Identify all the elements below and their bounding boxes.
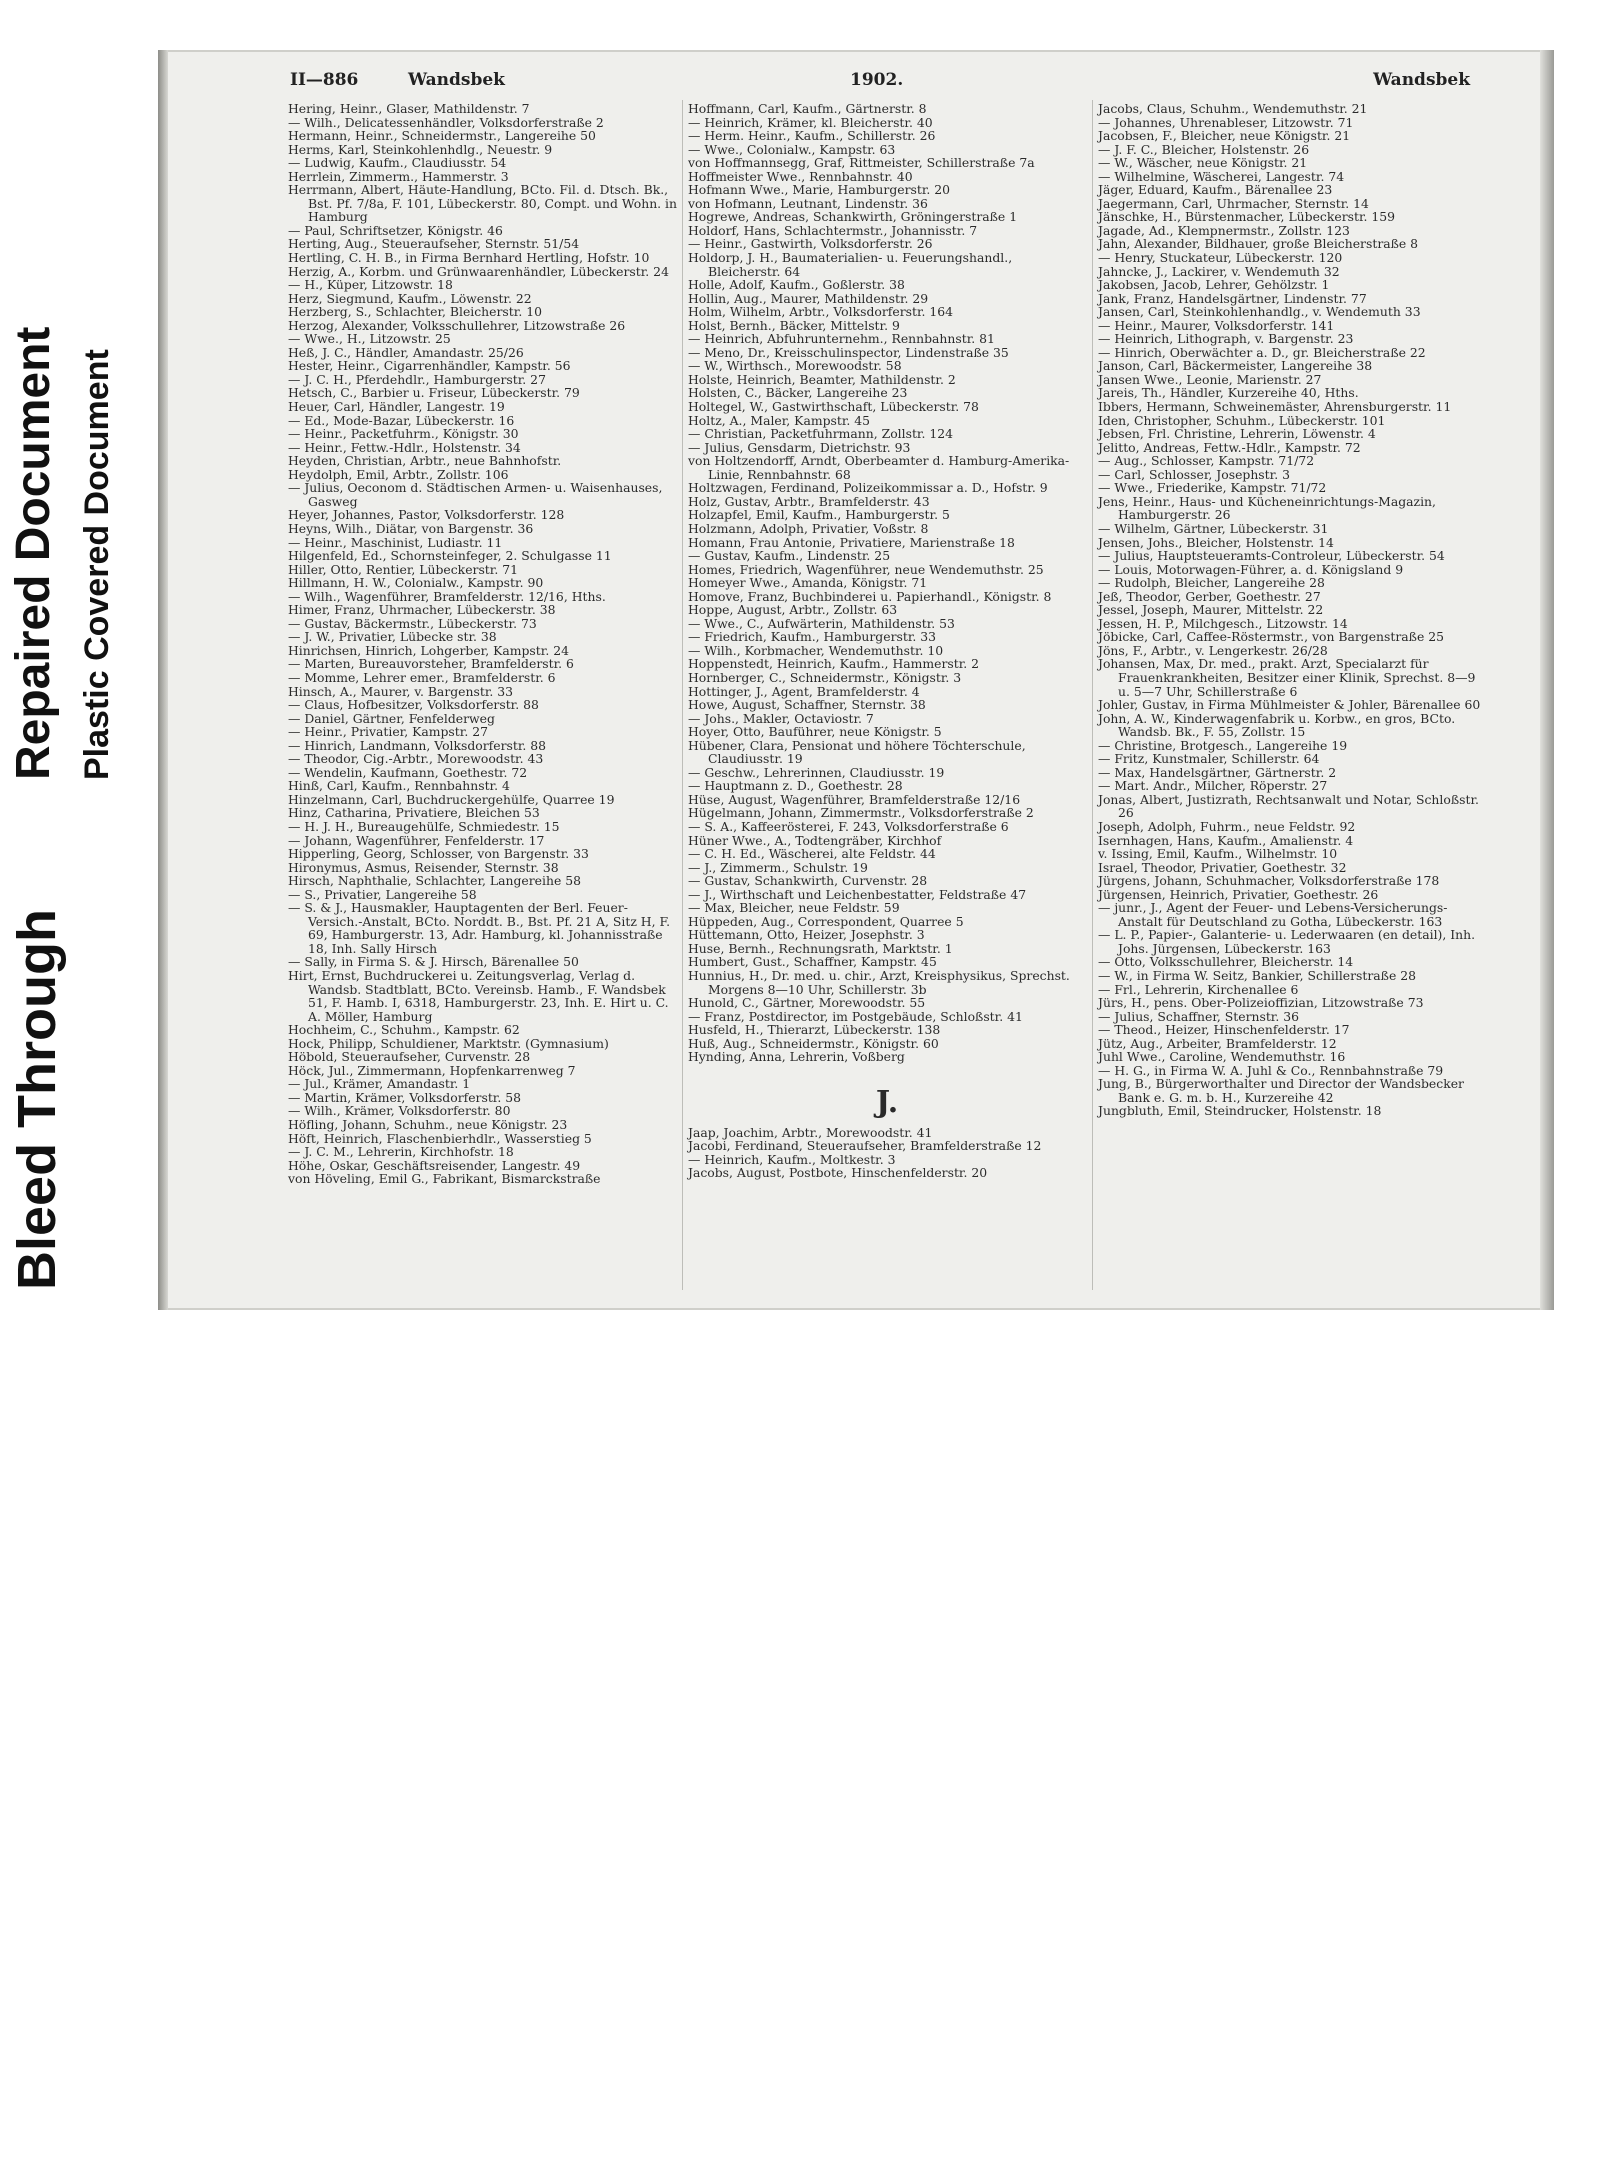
- directory-entry: Hilgenfeld, Ed., Schornsteinfeger, 2. Schulgasse 11: [288, 548, 612, 564]
- directory-entry: — Wilh., Krämer, Volksdorferstr. 80: [288, 1103, 511, 1119]
- directory-entry: Holzmann, Adolph, Privatier, Voßstr. 8: [688, 520, 929, 536]
- directory-entry: Hoffmeister Wwe., Rennbahnstr. 40: [688, 168, 913, 184]
- directory-entry: Hinrichsen, Hinrich, Lohgerber, Kampstr. 24: [288, 642, 569, 658]
- directory-entry: Jareis, Th., Händler, Kurzereihe 40, Hths.: [1098, 385, 1359, 401]
- directory-entry: Höfling, Johann, Schuhm., neue Königstr. 23: [288, 1117, 568, 1133]
- column-rule: [682, 100, 683, 1290]
- directory-entry: — Wendelin, Kaufmann, Goethestr. 72: [288, 764, 528, 780]
- directory-entry: Jung, B., Bürgerworthalter und Director der Wandsbecker Bank e. G. m. b. H., Kurzereihe 42: [1098, 1076, 1464, 1105]
- directory-entry: — J. C. M., Lehrerin, Kirchhofstr. 18: [288, 1144, 514, 1160]
- directory-entry: — Johannes, Uhrenableser, Litzowstr. 71: [1098, 114, 1354, 130]
- directory-entry: — Christine, Brotgesch., Langereihe 19: [1098, 737, 1348, 753]
- directory-entry: Jöns, F., Arbtr., v. Lengerkestr. 26/28: [1098, 642, 1328, 658]
- directory-entry: Hester, Heinr., Cigarrenhändler, Kampstr. 56: [288, 358, 571, 374]
- directory-entry: Holzapfel, Emil, Kaufm., Hamburgerstr. 5: [688, 507, 950, 523]
- directory-entry: Heß, J. C., Händler, Amandastr. 25/26: [288, 344, 524, 360]
- directory-entry: Iden, Christopher, Schuhm., Lübeckerstr. 101: [1098, 412, 1386, 428]
- directory-entry: — Herm. Heinr., Kaufm., Schillerstr. 26: [688, 128, 936, 144]
- directory-entry: Heuer, Carl, Händler, Langestr. 19: [288, 399, 505, 415]
- directory-entry: — W., Wäscher, neue Königstr. 21: [1098, 155, 1308, 171]
- directory-entry: von Hoffmannsegg, Graf, Rittmeister, Schillerstraße 7a: [688, 155, 1035, 171]
- directory-entry: — J. F. C., Bleicher, Holstenstr. 26: [1098, 141, 1310, 157]
- directory-entry: Jelitto, Andreas, Fettw.-Hdlr., Kampstr. 72: [1098, 439, 1361, 455]
- directory-entry: Herms, Karl, Steinkohlenhdlg., Neuestr. 9: [288, 141, 553, 157]
- column-rule: [1092, 100, 1093, 1290]
- directory-entry: — Wwe., Friederike, Kampstr. 71/72: [1098, 480, 1327, 496]
- directory-entry: Hipperling, Georg, Schlosser, von Bargenstr. 33: [288, 846, 589, 862]
- directory-entry: Heyns, Wilh., Diätar, von Bargenstr. 36: [288, 520, 534, 536]
- directory-entry: Hüse, August, Wagenführer, Bramfelderstraße 12/16: [688, 791, 1021, 807]
- directory-entry: Jakobsen, Jacob, Lehrer, Gehölzstr. 1: [1098, 277, 1330, 293]
- directory-entry: Jeß, Theodor, Gerber, Goethestr. 27: [1098, 588, 1321, 604]
- directory-entry: Jäger, Eduard, Kaufm., Bärenallee 23: [1098, 182, 1333, 198]
- directory-entry: Holtzwagen, Ferdinand, Polizeikommissar a. D., Hofstr. 9: [688, 480, 1048, 496]
- directory-entry: von Höveling, Emil G., Fabrikant, Bismarckstraße: [288, 1171, 601, 1187]
- scanned-page: [158, 50, 1554, 1310]
- directory-entry: Janson, Carl, Bäckermeister, Langereihe 38: [1098, 358, 1373, 374]
- directory-entry: Hochheim, C., Schuhm., Kampstr. 62: [288, 1022, 520, 1038]
- directory-entry: Hogrewe, Andreas, Schankwirth, Gröningerstraße 1: [688, 209, 1018, 225]
- directory-entry: Hügelmann, Johann, Zimmermstr., Volksdorferstraße 2: [688, 805, 1034, 821]
- directory-entry: — Heinrich, Lithograph, v. Bargenstr. 23: [1098, 331, 1354, 347]
- directory-entry: Jessen, H. P., Milchgesch., Litzowstr. 14: [1098, 615, 1348, 631]
- directory-entry: — Wilhelm, Gärtner, Lübeckerstr. 31: [1098, 520, 1329, 536]
- directory-entry: Hübener, Clara, Pensionat und höhere Töchterschule, Claudiusstr. 19: [688, 737, 1026, 767]
- directory-entry: — Julius, Schaffner, Sternstr. 36: [1098, 1008, 1300, 1024]
- directory-entry: Höck, Jul., Zimmermann, Hopfenkarrenweg 7: [288, 1062, 576, 1078]
- directory-entry: Hoppenstedt, Heinrich, Kaufm., Hammerstr. 2: [688, 656, 980, 672]
- directory-entry: — H. J. H., Bureaugehülfe, Schmiedestr. 15: [288, 818, 560, 834]
- directory-entry: Jacobi, Ferdinand, Steueraufseher, Bramfelderstraße 12: [688, 1138, 1042, 1154]
- directory-entry: Homann, Frau Antonie, Privatiere, Marienstraße 18: [688, 534, 1015, 550]
- directory-entry: — Gustav, Kaufm., Lindenstr. 25: [688, 548, 891, 564]
- directory-entry: — Hinrich, Landmann, Volksdorferstr. 88: [288, 737, 547, 753]
- directory-entry: Hottinger, J., Agent, Bramfelderstr. 4: [688, 683, 920, 699]
- directory-entry: Huß, Aug., Schneidermstr., Königstr. 60: [688, 1035, 939, 1051]
- column-2-entries-bottom: [688, 1126, 1086, 1180]
- directory-entry: Jürgens, Johann, Schuhmacher, Volksdorferstraße 178: [1098, 873, 1440, 889]
- column-2-entries-top: [688, 102, 1086, 1064]
- directory-entry: — C. H. Ed., Wäscherei, alte Feldstr. 44: [688, 846, 936, 862]
- directory-entry: Holdorp, J. H., Baumaterialien- u. Feuerungshandl., Bleicherstr. 64: [688, 250, 1013, 279]
- directory-entry: Holtegel, W., Gastwirthschaft, Lübeckerstr. 78: [688, 399, 979, 415]
- bleed-through-label: Bleed Through: [7, 909, 67, 1290]
- directory-entry: Heyden, Christian, Arbtr., neue Bahnhofstr.: [288, 453, 562, 469]
- directory-entry: Jahncke, J., Lackirer, v. Wendemuth 32: [1098, 263, 1340, 279]
- directory-entry: von Holtzendorff, Arndt, Oberbeamter d. Hamburg-Amerika-Linie, Rennbahnstr. 68: [688, 453, 1070, 482]
- directory-entry: Huse, Bernh., Rechnungsrath, Marktstr. 1: [688, 940, 953, 956]
- directory-entry: — Christian, Packetfuhrmann, Zollstr. 124: [688, 426, 954, 442]
- directory-entry: — Heinrich, Krämer, kl. Bleicherstr. 40: [688, 114, 933, 130]
- directory-entry: Ibbers, Hermann, Schweinemäster, Ahrensburgerstr. 11: [1098, 399, 1452, 415]
- directory-entry: Hiller, Otto, Rentier, Lübeckerstr. 71: [288, 561, 518, 577]
- directory-entry: — Heinr., Gastwirth, Volksdorferstr. 26: [688, 236, 933, 252]
- directory-entry: Hinß, Carl, Kaufm., Rennbahnstr. 4: [288, 778, 510, 794]
- directory-entry: — Paul, Schriftsetzer, Königstr. 46: [288, 222, 503, 238]
- directory-entry: Johansen, Max, Dr. med., prakt. Arzt, Specialarzt für Frauenkrankheiten, Besitzer einer Klinik, Sprechst. 8—9 u. 5—7 Uhr, Schillerstraße 6: [1098, 656, 1476, 699]
- directory-entry: — Heinr., Maurer, Volksdorferstr. 141: [1098, 317, 1335, 333]
- directory-entry: Hoffmann, Carl, Kaufm., Gärtnerstr. 8: [688, 101, 927, 116]
- directory-entry: Hirt, Ernst, Buchdruckerei u. Zeitungsverlag, Verlag d. Wandsb. Stadtblatt, BCto. Vereinsb. Hamb., F. Wandsbek 51, F. Hamb. I, 6318, Hamburgerstr. 23, Inh. E. Hirt u. C. A. Möller, Hamburg: [288, 968, 669, 1024]
- directory-entry: — Geschw., Lehrerinnen, Claudiusstr. 19: [688, 764, 945, 780]
- directory-entry: Hering, Heinr., Glaser, Mathildenstr. 7: [288, 101, 530, 116]
- directory-entry: Jungbluth, Emil, Steindrucker, Holstenstr. 18: [1098, 1103, 1382, 1119]
- directory-entry: Hinsch, A., Maurer, v. Bargenstr. 33: [288, 683, 514, 699]
- directory-entry: Jebsen, Frl. Christine, Lehrerin, Löwenstr. 4: [1098, 426, 1376, 442]
- directory-entry: Hüner Wwe., A., Todtengräber, Kirchhof: [688, 832, 942, 848]
- directory-entry: — Otto, Volksschullehrer, Bleicherstr. 14: [1098, 954, 1354, 970]
- directory-entry: — Wwe., H., Litzowstr. 25: [288, 331, 451, 347]
- directory-entry: — Franz, Postdirector, im Postgebäude, Schloßstr. 41: [688, 1008, 1023, 1024]
- directory-entry: Humbert, Gust., Schaffner, Kampstr. 45: [688, 954, 937, 970]
- directory-entry: Höbold, Steueraufseher, Curvenstr. 28: [288, 1049, 531, 1065]
- directory-entry: Hollin, Aug., Maurer, Mathildenstr. 29: [688, 290, 929, 306]
- directory-entry: — W., in Firma W. Seitz, Bankier, Schillerstraße 28: [1098, 968, 1416, 983]
- repaired-document-label: Repaired Document: [7, 326, 60, 780]
- directory-column-2: [688, 102, 1086, 1180]
- directory-entry: Hermann, Heinr., Schneidermstr., Langereihe 50: [288, 128, 596, 144]
- directory-entry: Hunnius, H., Dr. med. u. chir., Arzt, Kreisphysikus, Sprechst. Morgens 8—10 Uhr, Schillerstr. 3b: [688, 968, 1070, 997]
- directory-entry: Jonas, Albert, Justizrath, Rechtsanwalt und Notar, Schloßstr. 26: [1098, 791, 1479, 821]
- directory-entry: — Wilh., Delicatessenhändler, Volksdorferstraße 2: [288, 114, 604, 130]
- directory-entry: — Ludwig, Kaufm., Claudiusstr. 54: [288, 155, 507, 171]
- directory-entry: — Wilhelmine, Wäscherei, Langestr. 74: [1098, 168, 1345, 184]
- directory-entry: — Henry, Stuckateur, Lübeckerstr. 120: [1098, 250, 1343, 266]
- running-title-left: Wandsbek: [408, 70, 505, 90]
- directory-entry: — Meno, Dr., Kreisschulinspector, Lindenstraße 35: [688, 344, 1009, 360]
- directory-entry: — H. G., in Firma W. A. Juhl & Co., Rennbahnstraße 79: [1098, 1062, 1444, 1078]
- directory-entry: — Heinr., Fettw.-Hdlr., Holstenstr. 34: [288, 439, 521, 455]
- directory-entry: Jahn, Alexander, Bildhauer, große Bleicherstraße 8: [1098, 236, 1419, 252]
- directory-entry: Holtz, A., Maler, Kampstr. 45: [688, 412, 871, 428]
- page-year: 1902.: [850, 70, 904, 90]
- directory-entry: — J., Zimmerm., Schulstr. 19: [688, 859, 868, 875]
- section-heading: J.: [875, 1084, 899, 1120]
- directory-entry: Heydolph, Emil, Arbtr., Zollstr. 106: [288, 466, 509, 482]
- directory-entry: — Gustav, Schankwirth, Curvenstr. 28: [688, 873, 928, 889]
- directory-entry: — Aug., Schlosser, Kampstr. 71/72: [1098, 453, 1315, 469]
- directory-entry: — Mart. Andr., Milcher, Röperstr. 27: [1098, 778, 1328, 794]
- directory-entry: Hüttemann, Otto, Heizer, Josephstr. 3: [688, 927, 925, 943]
- directory-entry: — Frl., Lehrerin, Kirchenallee 6: [1098, 981, 1299, 997]
- directory-entry: Homes, Friedrich, Wagenführer, neue Wendemuthstr. 25: [688, 561, 1044, 577]
- directory-entry: — Claus, Hofbesitzer, Volksdorferstr. 88: [288, 697, 539, 713]
- directory-entry: Jacobs, August, Postbote, Hinschenfelderstr. 20: [688, 1165, 988, 1181]
- directory-entry: Hillmann, H. W., Colonialw., Kampstr. 90: [288, 575, 544, 591]
- directory-entry: — H., Küper, Litzowstr. 18: [288, 277, 453, 293]
- directory-column-3: [1098, 102, 1490, 1118]
- directory-entry: Holsten, C., Bäcker, Langereihe 23: [688, 385, 908, 401]
- directory-entry: — Heinr., Maschinist, Ludiastr. 11: [288, 534, 503, 550]
- directory-entry: — Theodor, Cig.-Arbtr., Morewoodstr. 43: [288, 751, 544, 767]
- directory-column-1: [288, 102, 680, 1186]
- directory-entry: — S. A., Kaffeerösterei, F. 243, Volksdorferstraße 6: [688, 818, 1009, 834]
- directory-entry: — Martin, Krämer, Volksdorferstr. 58: [288, 1089, 522, 1105]
- directory-entry: — Wwe., Colonialw., Kampstr. 63: [688, 141, 896, 157]
- directory-entry: Holste, Heinrich, Beamter, Mathildenstr. 2: [688, 371, 956, 387]
- directory-entry: — J. W., Privatier, Lübecke str. 38: [288, 629, 497, 645]
- directory-entry: — Louis, Motorwagen-Führer, a. d. Königsland 9: [1098, 561, 1404, 577]
- directory-entry: — S. & J., Hausmakler, Hauptagenten der Berl. Feuer-Versich.-Anstalt, BCto. Norddt. B., Bst. Pf. 21 A, Sitz H, F. 69, Hamburgerstr. 13, Adr. Hamburg, kl. Johannisstraße 18, Inh. Sally Hirsch: [288, 900, 671, 956]
- directory-entry: — Heinrich, Kaufm., Moltkestr. 3: [688, 1151, 896, 1167]
- directory-entry: Holm, Wilhelm, Arbtr., Volksdorferstr. 164: [688, 304, 954, 320]
- directory-entry: Herrmann, Albert, Häute-Handlung, BCto. Fil. d. Dtsch. Bk., Bst. Pf. 7/8a, F. 101, Lübeckerstr. 80, Compt. und Wohn. in Hamburg: [288, 182, 677, 225]
- directory-entry: Höhe, Oskar, Geschäftsreisender, Langestr. 49: [288, 1157, 581, 1173]
- directory-entry: — Heinrich, Abfuhrunternehm., Rennbahnstr. 81: [688, 331, 995, 347]
- directory-entry: Husfeld, H., Thierarzt, Lübeckerstr. 138: [688, 1022, 941, 1038]
- directory-entry: Herzberg, S., Schlachter, Bleicherstr. 10: [288, 304, 542, 320]
- directory-entry: — S., Privatier, Langereihe 58: [288, 886, 477, 902]
- directory-entry: Jessel, Joseph, Maurer, Mittelstr. 22: [1098, 602, 1324, 618]
- directory-entry: Homove, Franz, Buchbinderei u. Papierhandl., Königstr. 8: [688, 588, 1052, 604]
- directory-entry: — Wilh., Wagenführer, Bramfelderstr. 12/16, Hths.: [288, 588, 606, 604]
- page-header: [290, 64, 1490, 98]
- directory-entry: Jöbicke, Carl, Caffee-Röstermstr., von Bargenstraße 25: [1098, 629, 1444, 645]
- directory-entry: — Wwe., C., Aufwärterin, Mathildenstr. 53: [688, 615, 955, 631]
- directory-entry: — Julius, Oeconom d. Städtischen Armen- u. Waisenhauses, Gasweg: [288, 480, 663, 509]
- directory-entry: — junr., J., Agent der Feuer- und Lebens-Versicherungs-Anstalt für Deutschland zu Gotha, Lübeckerstr. 163: [1098, 900, 1448, 929]
- page-number: II—886: [290, 70, 359, 90]
- directory-entry: — Wilh., Korbmacher, Wendemuthstr. 10: [688, 642, 944, 658]
- directory-entry: — J. C. H., Pferdehdlr., Hamburgerstr. 27: [288, 371, 546, 387]
- directory-entry: Heyer, Johannes, Pastor, Volksdorferstr. 128: [288, 507, 565, 523]
- directory-entry: — Julius, Gensdarm, Dietrichstr. 93: [688, 439, 911, 455]
- directory-entry: — Max, Handelsgärtner, Gärtnerstr. 2: [1098, 764, 1337, 780]
- directory-entry: Jens, Heinr., Haus- und Kücheneinrichtungs-Magazin, Hamburgerstr. 26: [1098, 493, 1436, 523]
- directory-entry: v. Issing, Emil, Kaufm., Wilhelmstr. 10: [1098, 846, 1338, 862]
- directory-entry: Homeyer Wwe., Amanda, Königstr. 71: [688, 575, 928, 591]
- directory-entry: Hock, Philipp, Schuldiener, Marktstr. (Gymnasium): [288, 1035, 609, 1051]
- directory-entry: Herz, Siegmund, Kaufm., Löwenstr. 22: [288, 290, 532, 306]
- directory-entry: Jacobs, Claus, Schuhm., Wendemuthstr. 21: [1098, 101, 1368, 116]
- directory-entry: — Gustav, Bäckermstr., Lübeckerstr. 73: [288, 615, 537, 631]
- directory-entry: — Theod., Heizer, Hinschenfelderstr. 17: [1098, 1022, 1350, 1038]
- directory-entry: Holle, Adolf, Kaufm., Goßlerstr. 38: [688, 277, 905, 293]
- directory-entry: Jansen Wwe., Leonie, Marienstr. 27: [1098, 371, 1322, 387]
- directory-entry: Hoppe, August, Arbtr., Zollstr. 63: [688, 602, 898, 618]
- directory-entry: Jürs, H., pens. Ober-Polizeioffizian, Litzowstraße 73: [1098, 995, 1424, 1011]
- directory-entry: Johler, Gustav, in Firma Mühlmeister & Johler, Bärenallee 60: [1098, 697, 1481, 713]
- directory-entry: — Hauptmann z. D., Goethestr. 28: [688, 778, 903, 794]
- directory-entry: — Max, Bleicher, neue Feldstr. 59: [688, 900, 900, 916]
- directory-entry: — W., Wirthsch., Morewoodstr. 58: [688, 358, 902, 374]
- directory-entry: Herzog, Alexander, Volksschullehrer, Litzowstraße 26: [288, 317, 626, 333]
- directory-entry: Hoyer, Otto, Bauführer, neue Königstr. 5: [688, 724, 942, 740]
- directory-entry: Hinz, Catharina, Privatiere, Bleichen 53: [288, 805, 540, 821]
- directory-entry: — Momme, Lehrer emer., Bramfelderstr. 6: [288, 669, 556, 685]
- directory-entry: John, A. W., Kinderwagenfabrik u. Korbw., en gros, BCto. Wandsb. Bk., F. 55, Zollstr. 15: [1098, 710, 1456, 740]
- directory-entry: Holst, Bernh., Bäcker, Mittelstr. 9: [688, 317, 900, 333]
- directory-entry: Jagade, Ad., Klempnermstr., Zollstr. 123: [1098, 222, 1350, 238]
- directory-entry: Hinzelmann, Carl, Buchdruckergehülfe, Quarree 19: [288, 791, 615, 807]
- directory-entry: — Rudolph, Bleicher, Langereihe 28: [1098, 575, 1325, 591]
- directory-entry: — Hinrich, Oberwächter a. D., gr. Bleicherstraße 22: [1098, 344, 1426, 360]
- directory-entry: Hynding, Anna, Lehrerin, Voßberg: [688, 1049, 905, 1065]
- directory-entry: Jaegermann, Carl, Uhrmacher, Sternstr. 14: [1098, 195, 1369, 211]
- directory-entry: — Heinr., Packetfuhrm., Königstr. 30: [288, 426, 519, 442]
- directory-entry: — J., Wirthschaft und Leichenbestatter, Feldstraße 47: [688, 886, 1027, 902]
- directory-entry: — Sally, in Firma S. & J. Hirsch, Bärenallee 50: [288, 954, 579, 970]
- directory-entry: — L. P., Papier-, Galanterie- u. Lederwaaren (en detail), Inh. Johs. Jürgensen, Lübeckerstr. 163: [1098, 927, 1476, 956]
- directory-entry: Hertling, C. H. B., in Firma Bernhard Hertling, Hofstr. 10: [288, 250, 650, 266]
- directory-entry: Herrlein, Zimmerm., Hammerstr. 3: [288, 168, 509, 184]
- directory-entry: — Julius, Hauptsteueramts-Controleur, Lübeckerstr. 54: [1098, 548, 1445, 564]
- directory-entry: Jansen, Carl, Steinkohlenhandlg., v. Wendemuth 33: [1098, 304, 1421, 320]
- plastic-covered-label: Plastic Covered Document: [78, 349, 116, 780]
- directory-entry: — Carl, Schlosser, Josephstr. 3: [1098, 466, 1290, 482]
- directory-entry: Israel, Theodor, Privatier, Goethestr. 32: [1098, 859, 1347, 875]
- directory-entry: — Ed., Mode-Bazar, Lübeckerstr. 16: [288, 412, 515, 428]
- directory-entry: Jank, Franz, Handelsgärtner, Lindenstr. 77: [1098, 290, 1367, 306]
- directory-entry: Hironymus, Asmus, Reisender, Sternstr. 38: [288, 859, 559, 875]
- directory-entry: Hornberger, C., Schneidermstr., Königstr. 3: [688, 669, 962, 685]
- directory-entry: Hirsch, Naphthalie, Schlachter, Langereihe 58: [288, 873, 581, 889]
- directory-entry: Howe, August, Schaffner, Sternstr. 38: [688, 697, 926, 713]
- directory-entry: — Friedrich, Kaufm., Hamburgerstr. 33: [688, 629, 937, 645]
- directory-entry: Juhl Wwe., Caroline, Wendemuthstr. 16: [1098, 1049, 1346, 1065]
- directory-entry: Höft, Heinrich, Flaschenbierhdlr., Wasserstieg 5: [288, 1130, 592, 1146]
- directory-entry: Hofmann Wwe., Marie, Hamburgerstr. 20: [688, 182, 951, 198]
- directory-entry: — Jul., Krämer, Amandastr. 1: [288, 1076, 471, 1092]
- directory-entry: Jaap, Joachim, Arbtr., Morewoodstr. 41: [688, 1124, 933, 1140]
- directory-entry: Jacobsen, F., Bleicher, neue Königstr. 21: [1098, 128, 1351, 144]
- directory-entry: — Fritz, Kunstmaler, Schillerstr. 64: [1098, 751, 1320, 767]
- directory-entry: Hetsch, C., Barbier u. Friseur, Lübeckerstr. 79: [288, 385, 580, 401]
- directory-entry: Hunold, C., Gärtner, Morewoodstr. 55: [688, 995, 926, 1011]
- directory-entry: von Hofmann, Leutnant, Lindenstr. 36: [688, 195, 928, 211]
- directory-entry: Holz, Gustav, Arbtr., Bramfelderstr. 43: [688, 493, 930, 509]
- directory-entry: Joseph, Adolph, Fuhrm., neue Feldstr. 92: [1098, 818, 1356, 834]
- directory-entry: Hüppeden, Aug., Correspondent, Quarree 5: [688, 913, 964, 929]
- running-title-right: Wandsbek: [1373, 70, 1470, 90]
- directory-entry: Jütz, Aug., Arbeiter, Bramfelderstr. 12: [1098, 1035, 1337, 1051]
- directory-entry: Herting, Aug., Steueraufseher, Sternstr. 51/54: [288, 236, 580, 252]
- directory-entry: — Marten, Bureauvorsteher, Bramfelderstr. 6: [288, 656, 574, 672]
- directory-entry: Holdorf, Hans, Schlachtermstr., Johannisstr. 7: [688, 222, 978, 238]
- directory-entry: Jürgensen, Heinrich, Privatier, Goethestr. 26: [1098, 886, 1379, 902]
- directory-entry: — Johann, Wagenführer, Fenfelderstr. 17: [288, 832, 545, 848]
- directory-entry: Jensen, Johs., Bleicher, Holstenstr. 14: [1098, 534, 1334, 550]
- directory-entry: Herzig, A., Korbm. und Grünwaarenhändler, Lübeckerstr. 24: [288, 263, 669, 279]
- directory-entry: Isernhagen, Hans, Kaufm., Amalienstr. 4: [1098, 832, 1354, 848]
- directory-entry: — Daniel, Gärtner, Fenfelderweg: [288, 710, 495, 726]
- directory-entry: Jänschke, H., Bürstenmacher, Lübeckerstr. 159: [1098, 209, 1396, 225]
- directory-entry: Himer, Franz, Uhrmacher, Lübeckerstr. 38: [288, 602, 556, 618]
- directory-entry: — Heinr., Privatier, Kampstr. 27: [288, 724, 488, 740]
- directory-entry: — Johs., Makler, Octaviostr. 7: [688, 710, 874, 726]
